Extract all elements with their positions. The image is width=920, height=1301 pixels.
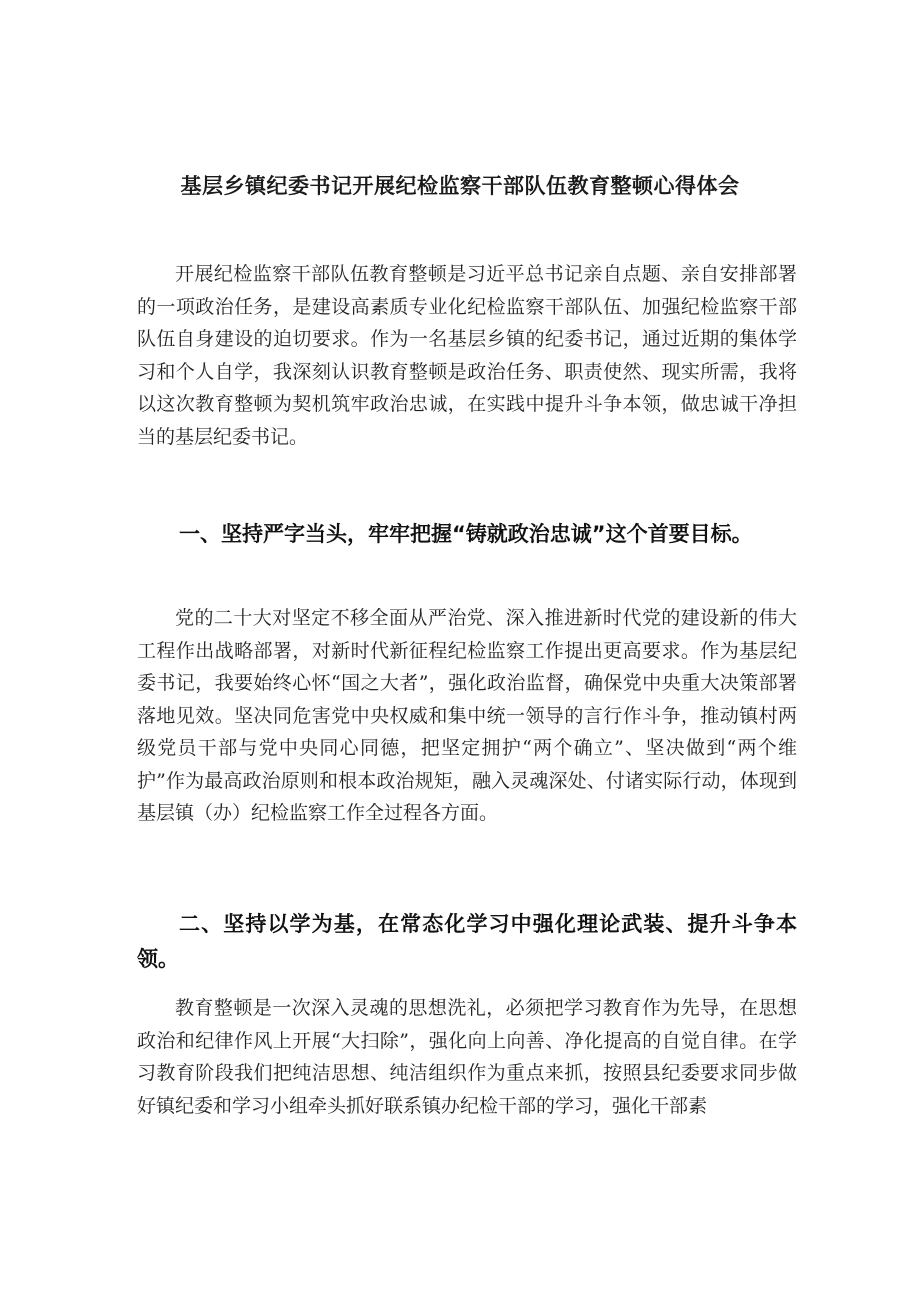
document-title: 基层乡镇纪委书记开展纪检监察干部队伍教育整顿心得体会 [180,174,740,198]
section-1-paragraph: 党的二十大对坚定不移全面从严治党、深入推进新时代党的建设新的伟大工程作出战略部署，对新时代新征程纪检监察工作提出更高要求。作为基层纪委书记，我要始终心怀“国之大者”，强化政治监督，确保党中央重大决策部署落地见效。坚决同危害党中央权威和集中统一领导的言行作斗争，推动镇村两级党员干部与党中央同心同德，把坚定拥护“两个确立”、坚决做到“两个维护”作为最高政治原则和根本政治规矩，融入灵魂深处、付诸实际行动，体现到基层镇（办）纪检监察工作全过程各方面。 [137,607,797,824]
intro-paragraph: 开展纪检监察干部队伍教育整顿是习近平总书记亲自点题、亲自安排部署的一项政治任务，是建设高素质专业化纪检监察干部队伍、加强纪检监察干部队伍自身建设的迫切要求。作为一名基层乡镇的纪委书记，通过近期的集体学习和个人自学，我深刻认识教育整顿是政治任务、职责使然、现实所需，我将以这次教育整顿为契机筑牢政治忠诚，在实践中提升斗争本领，做忠诚干净担当的基层纪委书记。 [137,263,797,448]
section-heading-2: 二、坚持以学为基，在常态化学习中强化理论武装、提升斗争本领。 [137,912,797,971]
section-heading-1: 一、坚持严字当头，牢牢把握“铸就政治忠诚”这个首要目标。 [179,522,753,546]
section-2-paragraph: 教育整顿是一次深入灵魂的思想洗礼，必须把学习教育作为先导，在思想政治和纪律作风上开展“大扫除”，强化向上向善、净化提高的自觉自律。在学习教育阶段我们把纯洁思想、纯洁组织作为重点来抓，按照县纪委要求同步做好镇纪委和学习小组牵头抓好联系镇办纪检干部的学习，强化干部素 [137,997,797,1117]
